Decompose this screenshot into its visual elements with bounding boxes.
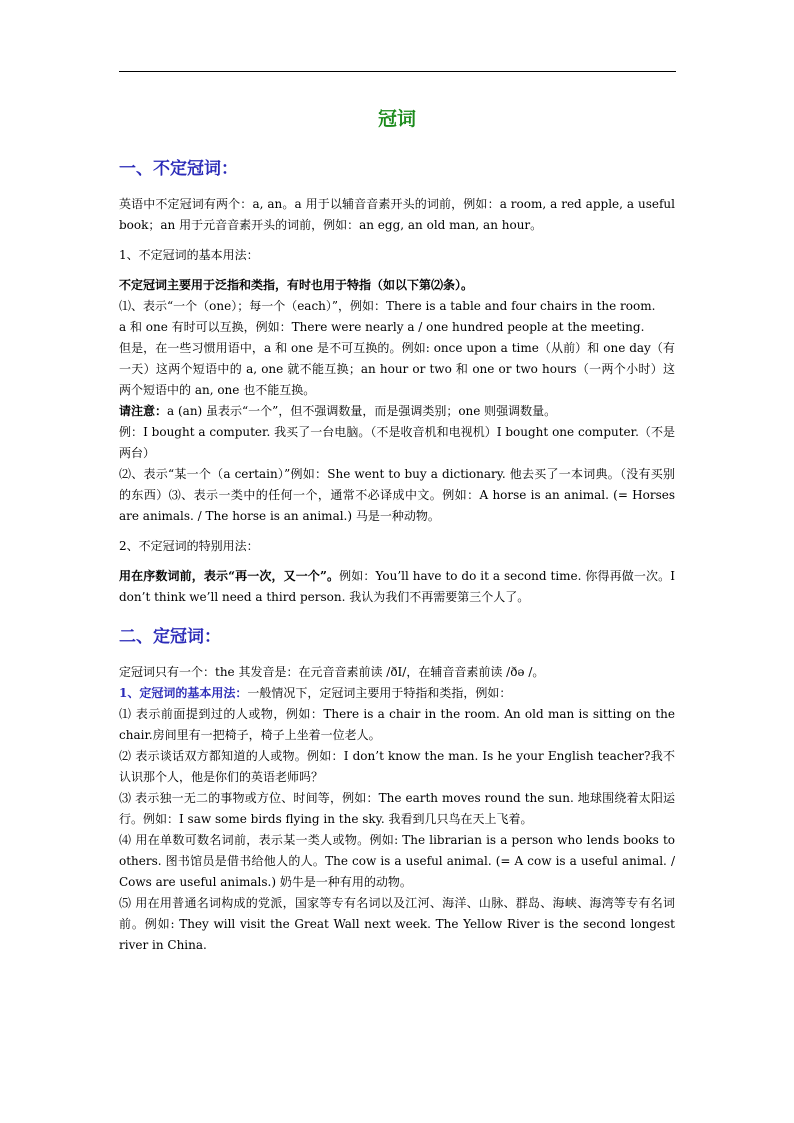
usage-paragraph-4: 例：I bought a computer. 我买了一台电脑。（不是收音机和电视机）I bought one computer.（不是两台）	[119, 425, 675, 460]
section-heading-definite: 二、定冠词：	[119, 627, 221, 647]
definite-basic-usage-text: 一般情况下，定冠词主要用于特指和类指，例如：	[247, 686, 512, 700]
definite-usage-3: ⑶ 表示独一无二的事物或方位、时间等，例如：The earth moves round the sun. 地球围绕着太阳运行。例如：I saw some birds flying in the sky. 我看到几只鸟在天上飞着。	[119, 791, 675, 826]
definite-usage-1: ⑴ 表示前面提到过的人或物，例如：There is a chair in the room. An old man is sitting on the chair.房间里有一把椅子，椅子上坐着一位老人。	[119, 707, 675, 742]
document-body	[119, 100, 675, 956]
special-usage-paragraph	[119, 566, 675, 608]
indefinite-special-usage-heading: 2、不定冠词的特别用法：	[119, 539, 259, 553]
usage-paragraph-1: ⑴、表示“一个（one）；每一个（each）”，例如：There is a table and four chairs in the room.	[119, 299, 656, 313]
definite-basic-usage-label: 1、定冠词的基本用法：	[119, 686, 248, 700]
indefinite-basic-usage-heading: 1、不定冠词的基本用法：	[119, 248, 259, 262]
note-label: 请注意：	[119, 404, 168, 418]
section-heading-indefinite: 一、不定冠词：	[119, 159, 238, 179]
page-title: 冠词	[377, 108, 416, 130]
note-text: a (an) 虽表示“一个”，但不强调数量，而是强调类别；one 则强调数量。	[167, 404, 557, 418]
definite-basic-usage	[119, 683, 675, 704]
definite-usage-2: ⑵ 表示谈话双方都知道的人或物。例如：I don’t know the man. Is he your English teacher?我不认识那个人，他是你们的英语老师吗？	[119, 749, 675, 784]
indefinite-intro: 英语中不定冠词有两个：a, an。a 用于以辅音音素开头的词前，例如：a room, a red apple, a useful book；an 用于元音音素开头的词前，例如：an egg, an old man, an hour。	[119, 197, 675, 232]
header-rule	[119, 71, 676, 72]
definite-intro: 定冠词只有一个：the 其发音是：在元音音素前读 /ðI/，在辅音音素前读 /ðə /。	[119, 665, 545, 679]
indefinite-rule	[119, 275, 675, 296]
definite-usage-4: ⑷ 用在单数可数名词前，表示某一类人或物。例如: The librarian is a person who lends books to others. 图书馆员是借书给他人的人。The cow is a useful animal. (= A cow is a useful animal. / Cows are useful animals.) 奶牛是一种有用的动物。	[119, 833, 675, 889]
usage-paragraph-3: 但是，在一些习惯用语中，a 和 one 是不可互换的。例如: once upon a time（从前）和 one day（有一天）这两个短语中的 a, one 就不能互换；an hour or two 和 one or two hours（一两个小时）这两个短语中的 an, one 也不能互换。	[119, 341, 675, 397]
definite-usage-5: ⑸ 用在用普通名词构成的党派，国家等专有名词以及江河、海洋、山脉、群岛、海峡、海湾等专有名词前。例如: They will visit the Great Wall next week. The Yellow River is the second longest river in China.	[119, 896, 675, 952]
usage-paragraph-2: a 和 one 有时可以互换，例如：There were nearly a / one hundred people at the meeting.	[119, 320, 645, 334]
usage-paragraph-5: ⑵、表示“某一个（a certain）”例如：She went to buy a dictionary. 他去买了一本词典。（没有买别的东西）⑶、表示一类中的任何一个，通常不必译成中文。例如：A horse is an animal. (= Horses are animals. / The horse is an animal.) 马是一种动物。	[119, 467, 675, 523]
note-paragraph	[119, 401, 675, 422]
special-usage-text: 例如：You’ll have to do it a second time. 你得再做一次。I don’t think we’ll need a third person. 我认为我们不再需要第三个人了。	[119, 569, 675, 604]
indefinite-rule-bold: 不定冠词主要用于泛指和类指，有时也用于特指（如以下第⑵条）。	[119, 278, 474, 292]
special-usage-bold: 用在序数词前，表示“再一次，又一个”。	[119, 569, 340, 583]
